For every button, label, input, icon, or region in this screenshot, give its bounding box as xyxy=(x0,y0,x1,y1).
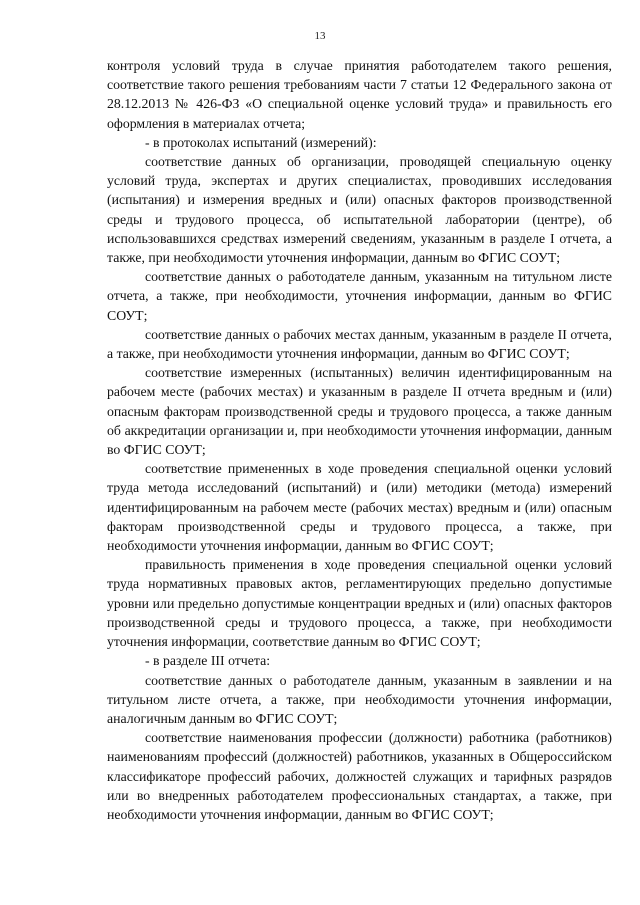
paragraph: соответствие данных об организации, проводящей специальную оценку условий труда, экспертах и других специалистах, проводивших исследования (испытания) и измерения вредных и (или) опасных факторов производственной среды и трудового процесса, об испытательной лаборатории (центре), об использовавшихся средствах измерений сведениям, указанным в разделе I отчета, а также, при необходимости уточнения информации, данным во ФГИС СОУТ; xyxy=(107,154,612,266)
paragraph: - в разделе III отчета: xyxy=(145,653,271,669)
paragraph: соответствие наименования профессии (должности) работника (работников) наименованиям профессий (должностей) работников, указанных в Общероссийском классификаторе профессий рабочих, должностей служащих и тарифных разрядов или во внедренных работодателем профессиональных стандартах, а также, при необходимости уточнения информации, данным во ФГИС СОУТ; xyxy=(107,730,612,822)
paragraph: соответствие примененных в ходе проведения специальной оценки условий труда метода исследований (испытаний) и (или) методики (метода) измерений идентифицированным на рабочем месте (рабочих местах) вредным и (или) опасным факторам производственной среды и трудового процесса, а также, при необходимости уточнения информации, данным во ФГИС СОУТ; xyxy=(107,461,612,554)
paragraph: контроля условий труда в случае принятия работодателем такого решения, соответствие такого решения требованиям части 7 статьи 12 Федерального закона от 28.12.2013 № 426-ФЗ «О специальной оценке условий труда» и правильность его оформления в материалах отчета; xyxy=(107,58,612,131)
paragraph: соответствие данных о работодателе данным, указанным на титульном листе отчета, а также, при необходимости, уточнения информации, данным во ФГИС СОУТ; xyxy=(107,269,612,323)
paragraph: соответствие измеренных (испытанных) величин идентифицированным на рабочем месте (рабочих местах) и указанным в разделе II отчета вредным и (или) опасным факторам производственной среды и трудового процесса, а также данным об аккредитации организации и, при необходимости уточнения информации, данным во ФГИС СОУТ; xyxy=(107,365,612,458)
paragraph: соответствие данных о работодателе данным, указанным в заявлении и на титульном листе отчета, а также, при необходимости уточнения информации, аналогичным данным во ФГИС СОУТ; xyxy=(107,672,612,726)
page-number: 13 xyxy=(314,30,326,42)
document-body xyxy=(107,56,612,824)
paragraph: правильность применения в ходе проведения специальной оценки условий труда нормативных правовых актов, регламентирующих предельно допустимые уровни или предельно допустимые концентрации вредных и (или) опасных факторов производственной среды и трудового процесса, а также, при необходимости уточнения информации, соответствие данным во ФГИС СОУТ; xyxy=(107,557,612,650)
paragraph: соответствие данных о рабочих местах данным, указанным в разделе II отчета, а также, при необходимости уточнения информации, данным во ФГИС СОУТ; xyxy=(107,326,612,362)
paragraph: - в протоколах испытаний (измерений): xyxy=(145,134,377,150)
